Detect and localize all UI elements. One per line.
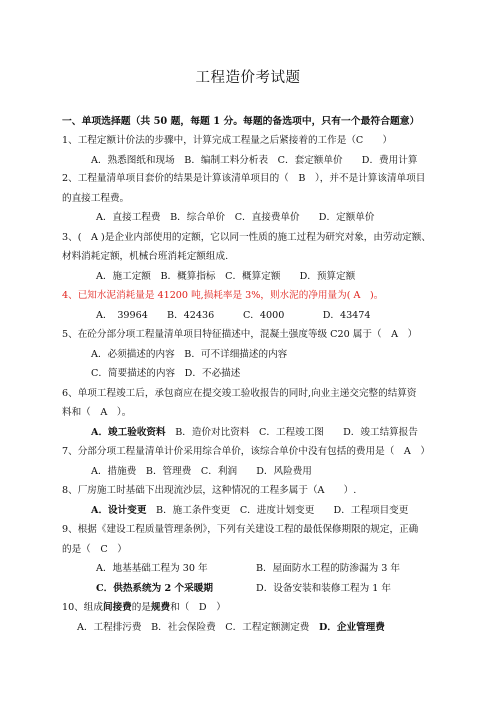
question-10-stem-part-2: 的是 bbox=[131, 602, 151, 613]
question-5-options-a-b: A．必须描述的内容 B．可不详细描述的内容 bbox=[91, 349, 288, 360]
question-10-stem-part-3: 和（ D ） bbox=[170, 602, 226, 613]
document-title: 工程造价考试题 bbox=[195, 70, 301, 86]
question-9-options-row-2 bbox=[96, 583, 392, 595]
question-9-option-d: D．设备安装和装修工程为 1 年 bbox=[256, 583, 392, 594]
question-10-options bbox=[77, 622, 385, 634]
question-9-option-a: A．地基基础工程为 30 年 bbox=[96, 563, 208, 574]
question-9-options-row-1 bbox=[96, 563, 400, 575]
question-3-stem-cont: 材料消耗定额，机械台班消耗定额组成. bbox=[62, 251, 229, 262]
question-4-stem: 4、已知水泥消耗量是 41200 吨,损耗率是 3%，则水泥的净用量为( A )。 bbox=[62, 290, 384, 301]
question-10-keyword-indirect-cost: 间接费 bbox=[103, 602, 132, 613]
question-6-other-options: B．造价对比资料 C．工程竣工图 D．竣工结算报告 bbox=[165, 427, 418, 438]
question-8-stem: 8、厂房施工时基础下出现流沙层，这种情况的工程多属于（A ）. bbox=[62, 485, 357, 496]
question-10-keyword-fees: 规费 bbox=[150, 602, 171, 613]
question-8-answer-option: A．设计变更 bbox=[91, 505, 147, 516]
question-6-answer-option: A．竣工验收资料 bbox=[91, 427, 166, 438]
question-6-stem-cont: 料和（ A ）。 bbox=[62, 407, 132, 418]
question-10-stem bbox=[62, 602, 226, 614]
question-2-stem-cont: 的直接工程费。 bbox=[62, 193, 130, 204]
section-heading: 一、单项选择题（共 50 题，每题 1 分。每题的备选项中，只有一个最符合题意） bbox=[62, 116, 420, 127]
question-3-stem: 3、( A )是企业内部使用的定额，它以同一性质的施工过程为研究对象，由劳动定额、 bbox=[62, 232, 431, 243]
question-2-options: A．直接工程费 B．综合单价 C．直接费单价 D．定额单价 bbox=[96, 212, 375, 223]
question-8-other-options: B．施工条件变更 C．进度计划变更 D．工程项目变更 bbox=[146, 505, 409, 516]
question-2-stem: 2、工程量清单项目套价的结果是计算该清单项目的（ B ），并不是计算该清单项目 bbox=[62, 173, 426, 184]
question-1-stem: 1、工程定额计价法的步骤中，计算完成工程量之后紧接着的工作是（C ） bbox=[62, 135, 393, 146]
question-3-options: A．施工定额 B．概算指标 C．概算定额 D．预算定额 bbox=[96, 271, 356, 282]
question-9-stem-cont: 的是（ C ） bbox=[62, 544, 127, 555]
question-1-options: A．熟悉图纸和现场 B．编制工料分析表 C．套定额单价 D．费用计算 bbox=[91, 155, 418, 166]
question-8-options bbox=[91, 505, 408, 517]
question-5-options-c-d: C．简要描述的内容 D．不必描述 bbox=[91, 368, 241, 379]
question-10-stem-part-1: 10、组成 bbox=[62, 602, 103, 613]
question-9-stem: 9、根据《建设工程质量管理条例》，下列有关建设工程的最低保修期限的规定，正确 bbox=[62, 524, 419, 535]
question-10-other-options: A．工程排污费 B．社会保险费 C．工程定额测定费 bbox=[77, 622, 319, 633]
question-6-stem: 6、单项工程竣工后，承包商应在提交竣工验收报告的同时,向业主递交完整的结算资 bbox=[62, 388, 417, 399]
question-4-options: A． 39964 B．42436 C．4000 D．43474 bbox=[96, 310, 371, 321]
question-7-stem: 7、分部分项工程量清单计价采用综合单价，该综合单价中没有包括的费用是（ A ） bbox=[62, 446, 430, 457]
question-6-options bbox=[91, 427, 418, 439]
question-10-answer-option: D．企业管理费 bbox=[318, 622, 385, 633]
question-9-option-c: C．供热系统为 2 个采暖期 bbox=[96, 583, 213, 594]
question-9-option-b: B．屋面防水工程的防渗漏为 3 年 bbox=[256, 563, 400, 574]
question-7-options: A．措施费 B．管理费 C．利润 D．风险费用 bbox=[91, 466, 312, 477]
question-5-stem: 5、在砼分部分项工程量清单项目特征描述中，混凝土强度等级 C20 属于（ A ） bbox=[62, 329, 418, 340]
